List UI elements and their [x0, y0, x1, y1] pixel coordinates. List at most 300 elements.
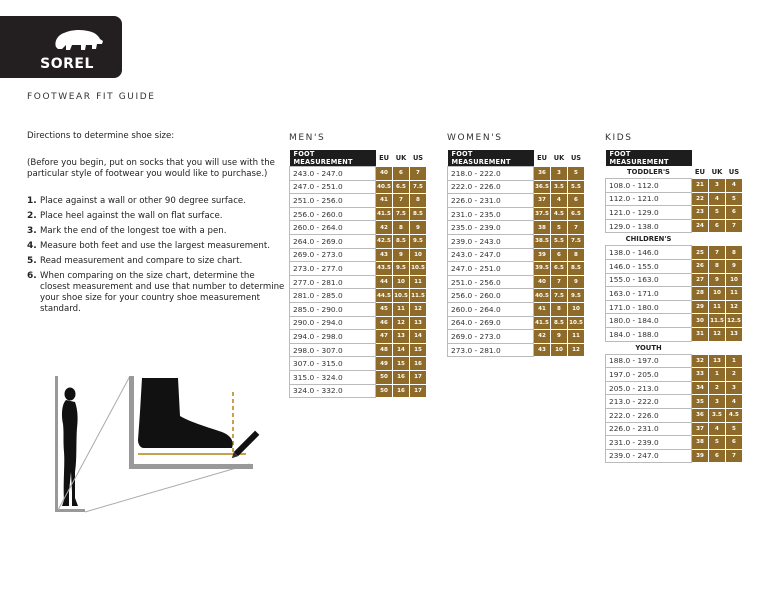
- eu-size-cell: 48: [376, 343, 393, 357]
- eu-size-cell: 50: [376, 370, 393, 384]
- eu-size-cell: 36: [692, 408, 709, 422]
- uk-size-cell: 12: [393, 316, 410, 330]
- eu-size-cell: 29: [692, 300, 709, 314]
- womens-title: WOMEN'S: [447, 133, 503, 143]
- us-size-cell: 6.5: [568, 207, 585, 221]
- foot-measurement-cell: 205.0 - 213.0: [606, 381, 692, 395]
- eu-size-cell: 46: [376, 316, 393, 330]
- table-row: [606, 408, 743, 422]
- foot-measurement-cell: 269.0 - 273.0: [290, 248, 376, 262]
- eu-size-cell: 40.5: [534, 289, 551, 303]
- uk-size-cell: 8: [709, 259, 726, 273]
- us-size-cell: 8.5: [410, 207, 427, 221]
- eu-size-cell: 43: [534, 343, 551, 357]
- uk-size-cell: 9: [709, 273, 726, 287]
- foot-measurement-cell: 324.0 - 332.0: [290, 384, 376, 398]
- step-text: Place against a wall or other 90 degree surface.: [40, 196, 246, 206]
- table-row: [606, 273, 743, 287]
- table-row: [448, 275, 585, 289]
- table-row: [606, 354, 743, 368]
- uk-size-cell: 4: [551, 194, 568, 208]
- table-row: [290, 343, 427, 357]
- us-size-cell: 8: [726, 246, 743, 260]
- step-item: [27, 196, 287, 207]
- step-number: 5.: [27, 256, 37, 266]
- eu-size-cell: 41: [534, 302, 551, 316]
- step-number: 3.: [27, 226, 37, 236]
- table-row: [290, 370, 427, 384]
- eu-size-cell: 37: [692, 422, 709, 436]
- foot-measurement-cell: 222.0 - 226.0: [606, 408, 692, 422]
- us-size-cell: 2: [726, 368, 743, 382]
- uk-size-cell: 6: [709, 449, 726, 463]
- table-row: [290, 357, 427, 371]
- foot-measurement-cell: 218.0 - 222.0: [448, 167, 534, 181]
- step-number: 6.: [27, 271, 37, 281]
- foot-measurement-cell: 264.0 - 269.0: [290, 234, 376, 248]
- header-foot-measurement: FOOT MEASUREMENT: [448, 150, 534, 167]
- uk-size-cell: 1: [709, 368, 726, 382]
- us-size-cell: 9: [568, 275, 585, 289]
- us-size-cell: 17: [410, 384, 427, 398]
- group-header-row: [606, 341, 743, 354]
- uk-size-cell: 11.5: [709, 314, 726, 328]
- us-size-cell: 11: [410, 275, 427, 289]
- table-row: [606, 381, 743, 395]
- us-size-cell: 9.5: [568, 289, 585, 303]
- us-size-cell: 7: [726, 219, 743, 233]
- table-row: [448, 330, 585, 344]
- directions-intro: (Before you begin, put on socks that you will use with the particular style of footwear you would like to purchase.): [27, 158, 275, 179]
- header-uk: UK: [553, 154, 565, 162]
- eu-size-cell: 43: [376, 248, 393, 262]
- table-row: [606, 300, 743, 314]
- uk-size-cell: 9: [551, 330, 568, 344]
- uk-size-cell: 3: [709, 395, 726, 409]
- uk-size-cell: 7.5: [393, 207, 410, 221]
- table-row: [290, 234, 427, 248]
- foot-measurement-cell: 184.0 - 188.0: [606, 327, 692, 341]
- uk-size-cell: 6: [551, 248, 568, 262]
- table-row: [290, 316, 427, 330]
- us-size-cell: 9.5: [410, 234, 427, 248]
- eu-size-cell: 44: [376, 275, 393, 289]
- foot-measurement-cell: 226.0 - 231.0: [606, 422, 692, 436]
- table-row: [290, 221, 427, 235]
- eu-size-cell: 31: [692, 327, 709, 341]
- foot-measurement-cell: 285.0 - 290.0: [290, 302, 376, 316]
- table-row: [606, 436, 743, 450]
- uk-size-cell: 3: [709, 179, 726, 193]
- foot-measurement-cell: 260.0 - 264.0: [448, 302, 534, 316]
- kids-title: KIDS: [605, 133, 633, 143]
- foot-measurement-cell: 264.0 - 269.0: [448, 316, 534, 330]
- uk-size-cell: 16: [393, 370, 410, 384]
- foot-measurement-cell: 231.0 - 235.0: [448, 207, 534, 221]
- us-size-cell: 9: [726, 259, 743, 273]
- uk-size-cell: 10.5: [393, 289, 410, 303]
- uk-size-cell: 6.5: [393, 180, 410, 194]
- table-row: [290, 302, 427, 316]
- step-item: [27, 256, 287, 267]
- step-text: Read measurement and compare to size chart.: [40, 256, 243, 266]
- step-number: 1.: [27, 196, 37, 206]
- foot-measurement-cell: 251.0 - 256.0: [290, 194, 376, 208]
- table-row: [448, 289, 585, 303]
- table-row: [448, 302, 585, 316]
- us-size-cell: 10: [726, 273, 743, 287]
- uk-size-cell: 16: [393, 384, 410, 398]
- eu-size-cell: 47: [376, 330, 393, 344]
- kids-size-table: [605, 150, 743, 463]
- table-row: [448, 221, 585, 235]
- group-label: YOUTH: [635, 343, 662, 352]
- foot-measurement-cell: 112.0 - 121.0: [606, 192, 692, 206]
- us-size-cell: 7.5: [568, 234, 585, 248]
- table-row: [448, 262, 585, 276]
- eu-size-cell: 40.5: [376, 180, 393, 194]
- foot-measurement-cell: 231.0 - 239.0: [606, 436, 692, 450]
- uk-size-cell: 5: [709, 436, 726, 450]
- eu-size-cell: 23: [692, 206, 709, 220]
- table-row: [448, 207, 585, 221]
- group-header-row: [606, 233, 743, 246]
- eu-size-cell: 35: [692, 395, 709, 409]
- us-size-cell: 8: [568, 248, 585, 262]
- foot-measurement-cell: 294.0 - 298.0: [290, 330, 376, 344]
- us-size-cell: 4: [726, 395, 743, 409]
- header-us: US: [412, 154, 424, 162]
- us-size-cell: 4.5: [726, 408, 743, 422]
- eu-size-cell: 25: [692, 246, 709, 260]
- table-row: [606, 219, 743, 233]
- silhouette-figure-icon: [55, 376, 85, 512]
- step-item: [27, 271, 287, 315]
- table-row: [606, 314, 743, 328]
- foot-measurement-cell: 213.0 - 222.0: [606, 395, 692, 409]
- us-size-cell: 11.5: [410, 289, 427, 303]
- eu-size-cell: 40: [376, 167, 393, 181]
- eu-size-cell: 34: [692, 381, 709, 395]
- uk-size-cell: 7: [551, 275, 568, 289]
- us-size-cell: 12: [726, 300, 743, 314]
- eu-size-cell: 39: [534, 248, 551, 262]
- us-size-cell: 12: [410, 302, 427, 316]
- eu-size-cell: 24: [692, 219, 709, 233]
- eu-size-cell: 41: [376, 194, 393, 208]
- header-uk: UK: [395, 154, 407, 162]
- table-row: [448, 248, 585, 262]
- eu-size-cell: 38.5: [534, 234, 551, 248]
- table-row: [448, 180, 585, 194]
- foot-measurement-cell: 226.0 - 231.0: [448, 194, 534, 208]
- page-title: FOOTWEAR FIT GUIDE: [27, 92, 156, 102]
- header-foot-measurement: FOOT MEASUREMENT: [290, 150, 376, 167]
- us-size-cell: 15: [410, 343, 427, 357]
- us-size-cell: 12.5: [726, 314, 743, 328]
- table-row: [448, 167, 585, 181]
- foot-measurement-cell: 247.0 - 251.0: [448, 262, 534, 276]
- foot-measurement-cell: 155.0 - 163.0: [606, 273, 692, 287]
- eu-size-cell: 42: [534, 330, 551, 344]
- uk-size-cell: 7.5: [551, 289, 568, 303]
- step-number: 4.: [27, 241, 37, 251]
- uk-size-cell: 8.5: [551, 316, 568, 330]
- table-row: [448, 316, 585, 330]
- uk-size-cell: 7: [393, 194, 410, 208]
- foot-measurement-cell: 277.0 - 281.0: [290, 275, 376, 289]
- uk-size-cell: 6.5: [551, 262, 568, 276]
- us-size-cell: 7.5: [410, 180, 427, 194]
- us-size-cell: 5.5: [568, 180, 585, 194]
- foot-measurement-cell: 138.0 - 146.0: [606, 246, 692, 260]
- us-size-cell: 10: [568, 302, 585, 316]
- us-size-cell: 13: [410, 316, 427, 330]
- uk-size-cell: 9: [393, 248, 410, 262]
- foot-measurement-cell: 163.0 - 171.0: [606, 287, 692, 301]
- eu-size-cell: 36: [534, 167, 551, 181]
- us-size-cell: 10: [410, 248, 427, 262]
- table-row: [606, 192, 743, 206]
- table-row: [606, 206, 743, 220]
- eu-size-cell: 26: [692, 259, 709, 273]
- womens-size-table: [447, 150, 585, 357]
- mens-title: MEN'S: [289, 133, 326, 143]
- group-header-row: [606, 166, 743, 179]
- foot-measurement-cell: 171.0 - 180.0: [606, 300, 692, 314]
- step-text: Measure both feet and use the largest measurement.: [40, 241, 270, 251]
- uk-size-cell: 9.5: [393, 262, 410, 276]
- foot-measurement-cell: 243.0 - 247.0: [290, 167, 376, 181]
- foot-measurement-cell: 222.0 - 226.0: [448, 180, 534, 194]
- directions-heading: Directions to determine shoe size:: [27, 131, 175, 141]
- eu-size-cell: 42: [376, 221, 393, 235]
- foot-measurement-cell: 129.0 - 138.0: [606, 219, 692, 233]
- us-size-cell: 5: [726, 192, 743, 206]
- us-size-cell: 5: [726, 422, 743, 436]
- us-size-cell: 10.5: [410, 262, 427, 276]
- brand-logo: [0, 16, 122, 78]
- us-size-cell: 12: [568, 343, 585, 357]
- foot-measurement-cell: 269.0 - 273.0: [448, 330, 534, 344]
- table-row: [290, 248, 427, 262]
- table-row: [290, 194, 427, 208]
- uk-size-cell: 4: [709, 192, 726, 206]
- eu-size-cell: 21: [692, 179, 709, 193]
- eu-size-cell: 28: [692, 287, 709, 301]
- uk-size-cell: 2: [709, 381, 726, 395]
- uk-size-cell: 11: [709, 300, 726, 314]
- foot-measurement-cell: 121.0 - 129.0: [606, 206, 692, 220]
- uk-size-cell: 3.5: [709, 408, 726, 422]
- us-size-cell: 6: [726, 206, 743, 220]
- eu-size-cell: 41.5: [376, 207, 393, 221]
- table-row: [290, 330, 427, 344]
- uk-size-cell: 13: [393, 330, 410, 344]
- us-size-cell: 6: [568, 194, 585, 208]
- us-size-cell: 13: [726, 327, 743, 341]
- uk-size-cell: 5: [551, 221, 568, 235]
- foot-measurement-cell: 146.0 - 155.0: [606, 259, 692, 273]
- uk-size-cell: 4.5: [551, 207, 568, 221]
- brand-name: SOREL: [40, 56, 94, 72]
- uk-size-cell: 3.5: [551, 180, 568, 194]
- table-row: [290, 384, 427, 398]
- foot-measurement-cell: 243.0 - 247.0: [448, 248, 534, 262]
- foot-measurement-cell: 239.0 - 247.0: [606, 449, 692, 463]
- foot-measurement-cell: 239.0 - 243.0: [448, 234, 534, 248]
- table-row: [606, 287, 743, 301]
- eu-size-cell: 42.5: [376, 234, 393, 248]
- foot-measurement-cell: 108.0 - 112.0: [606, 179, 692, 193]
- foot-measurement-cell: 273.0 - 277.0: [290, 262, 376, 276]
- header-us: US: [570, 154, 582, 162]
- us-size-cell: 11: [726, 287, 743, 301]
- eu-size-cell: 36.5: [534, 180, 551, 194]
- table-row: [606, 449, 743, 463]
- uk-size-cell: 10: [393, 275, 410, 289]
- header-us: US: [728, 168, 740, 176]
- uk-size-cell: 6: [393, 167, 410, 181]
- eu-size-cell: 32: [692, 354, 709, 368]
- header-foot-measurement: FOOT MEASUREMENT: [606, 150, 692, 166]
- group-label: TODDLER'S: [627, 168, 670, 176]
- eu-size-cell: 38: [534, 221, 551, 235]
- table-row: [290, 289, 427, 303]
- eu-size-cell: 38: [692, 436, 709, 450]
- group-label: CHILDREN'S: [625, 235, 672, 244]
- eu-size-cell: 50: [376, 384, 393, 398]
- uk-size-cell: 5: [709, 206, 726, 220]
- foot-measurement-cell: 260.0 - 264.0: [290, 221, 376, 235]
- table-row: [606, 259, 743, 273]
- uk-size-cell: 3: [551, 167, 568, 181]
- table-row: [290, 262, 427, 276]
- us-size-cell: 11: [568, 330, 585, 344]
- uk-size-cell: 10: [551, 343, 568, 357]
- us-size-cell: 14: [410, 330, 427, 344]
- uk-size-cell: 5.5: [551, 234, 568, 248]
- eu-size-cell: 40: [534, 275, 551, 289]
- uk-size-cell: 15: [393, 357, 410, 371]
- uk-size-cell: 7: [709, 246, 726, 260]
- uk-size-cell: 8: [393, 221, 410, 235]
- eu-size-cell: 37.5: [534, 207, 551, 221]
- step-item: [27, 211, 287, 222]
- foot-measurement-cell: 273.0 - 281.0: [448, 343, 534, 357]
- header-uk: UK: [711, 168, 723, 176]
- foot-measurement-cell: 307.0 - 315.0: [290, 357, 376, 371]
- uk-size-cell: 12: [709, 327, 726, 341]
- foot-measurement-cell: 281.0 - 285.0: [290, 289, 376, 303]
- uk-size-cell: 6: [709, 219, 726, 233]
- uk-size-cell: 10: [709, 287, 726, 301]
- measuring-illustration: [50, 372, 265, 517]
- us-size-cell: 16: [410, 357, 427, 371]
- eu-size-cell: 49: [376, 357, 393, 371]
- us-size-cell: 10.5: [568, 316, 585, 330]
- table-row: [290, 167, 427, 181]
- foot-measurement-cell: 251.0 - 256.0: [448, 275, 534, 289]
- polar-bear-icon: [50, 25, 106, 53]
- foot-measurement-cell: 256.0 - 260.0: [448, 289, 534, 303]
- step-text: Mark the end of the longest toe with a pen.: [40, 226, 227, 236]
- us-size-cell: 3: [726, 381, 743, 395]
- eu-size-cell: 39: [692, 449, 709, 463]
- steps-list: [27, 196, 287, 315]
- table-row: [290, 275, 427, 289]
- step-item: [27, 241, 287, 252]
- header-eu: EU: [694, 168, 706, 176]
- us-size-cell: 7: [726, 449, 743, 463]
- eu-size-cell: 45: [376, 302, 393, 316]
- foot-measurement-cell: 298.0 - 307.0: [290, 343, 376, 357]
- foot-measurement-cell: 235.0 - 239.0: [448, 221, 534, 235]
- uk-size-cell: 4: [709, 422, 726, 436]
- eu-size-cell: 44.5: [376, 289, 393, 303]
- us-size-cell: 6: [726, 436, 743, 450]
- foot-measurement-cell: 197.0 - 205.0: [606, 368, 692, 382]
- uk-size-cell: 8: [551, 302, 568, 316]
- step-text: Place heel against the wall on flat surface.: [40, 211, 223, 221]
- us-size-cell: 8: [410, 194, 427, 208]
- directions: [27, 131, 287, 319]
- eu-size-cell: 33: [692, 368, 709, 382]
- us-size-cell: 9: [410, 221, 427, 235]
- table-row: [290, 207, 427, 221]
- step-number: 2.: [27, 211, 37, 221]
- uk-size-cell: 8.5: [393, 234, 410, 248]
- table-row: [606, 368, 743, 382]
- uk-size-cell: 13: [709, 354, 726, 368]
- us-size-cell: 17: [410, 370, 427, 384]
- eu-size-cell: 27: [692, 273, 709, 287]
- eu-size-cell: 22: [692, 192, 709, 206]
- us-size-cell: 7: [410, 167, 427, 181]
- us-size-cell: 5: [568, 167, 585, 181]
- eu-size-cell: 30: [692, 314, 709, 328]
- step-item: [27, 226, 287, 237]
- us-size-cell: 8.5: [568, 262, 585, 276]
- step-text: When comparing on the size chart, determine the closest measurement and use that number to determine your shoe size for your country shoe measurement standard.: [40, 271, 285, 314]
- header-eu: EU: [379, 154, 389, 162]
- uk-size-cell: 14: [393, 343, 410, 357]
- table-row: [448, 343, 585, 357]
- foot-measurement-cell: 256.0 - 260.0: [290, 207, 376, 221]
- table-row: [606, 395, 743, 409]
- foot-measurement-cell: 315.0 - 324.0: [290, 370, 376, 384]
- us-size-cell: 7: [568, 221, 585, 235]
- table-row: [606, 246, 743, 260]
- eu-size-cell: 37: [534, 194, 551, 208]
- foot-measurement-cell: 180.0 - 184.0: [606, 314, 692, 328]
- foot-measurement-cell: 188.0 - 197.0: [606, 354, 692, 368]
- pen-icon: [230, 431, 260, 461]
- boot-icon: [138, 378, 233, 448]
- table-row: [448, 194, 585, 208]
- table-row: [448, 234, 585, 248]
- eu-size-cell: 41.5: [534, 316, 551, 330]
- eu-size-cell: 39.5: [534, 262, 551, 276]
- us-size-cell: 1: [726, 354, 743, 368]
- header-eu: EU: [537, 154, 547, 162]
- table-row: [606, 327, 743, 341]
- uk-size-cell: 11: [393, 302, 410, 316]
- us-size-cell: 4: [726, 179, 743, 193]
- foot-measurement-cell: 247.0 - 251.0: [290, 180, 376, 194]
- mens-size-table: [289, 150, 427, 398]
- foot-measurement-cell: 290.0 - 294.0: [290, 316, 376, 330]
